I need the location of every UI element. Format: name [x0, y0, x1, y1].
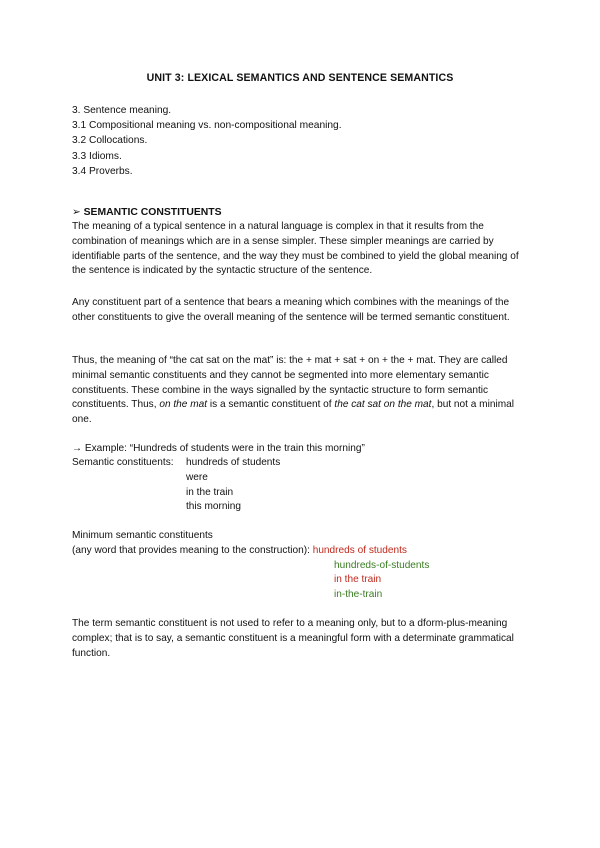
section-heading: [72, 206, 222, 218]
table-of-contents: [72, 103, 342, 179]
italic-phrase: on the mat: [159, 399, 208, 411]
constituent-item: were: [186, 471, 208, 483]
constituent-item: hundreds of students: [186, 457, 281, 468]
arrow-bullet-icon: ➢: [72, 207, 81, 218]
italic-phrase: the cat sat on the mat: [334, 399, 432, 411]
minimum-note: (any word that provides meaning to the construction):: [72, 544, 310, 556]
toc-item: 3.2 Collocations.: [72, 135, 148, 147]
paragraph-text: , but not a minimal one.: [72, 399, 514, 426]
toc-item: 3.3 Idioms.: [72, 150, 122, 162]
paragraph-composition: The meaning of a typical sentence in a natural language is complex in that it results from the combination of meanings which are in a sense simpler. These simpler meanings are carried by identifiable parts of the sentence, and the way they must be combined to yield the global meaning of the sentence is indicated by the syntactic structure of the sentence.: [72, 221, 519, 277]
example-line: → Example: “Hundreds of students were in the train this morning”: [72, 443, 365, 454]
minimum-constituents: [72, 529, 429, 603]
toc-item: 3.1 Compositional meaning vs. non-compositional meaning.: [72, 120, 342, 132]
toc-item: 3. Sentence meaning.: [72, 105, 172, 116]
toc-item: 3.4 Proverbs.: [72, 165, 133, 177]
paragraph-form-meaning: The term semantic constituent is not used to refer to a meaning only, but to a dform-plus-meaning complex; that is to say, a semantic constituent is a meaningful form with a determinate grammatical function.: [72, 618, 514, 659]
minimum-item: in the train: [334, 574, 382, 586]
constituent-item: this morning: [186, 501, 241, 513]
constituent-item: in the train: [186, 486, 234, 498]
minimum-heading: Minimum semantic constituents: [72, 530, 213, 541]
paragraph-text: is a semantic constituent of: [207, 399, 335, 411]
minimum-item: hundreds of students: [312, 544, 407, 556]
paragraph-text: Thus, the meaning of “the cat sat on the mat” is: the + mat + sat + on + the + mat. They are called minimal semantic constituents and they cannot be segmented into more elementary semantic constituents. These combine in the ways signalled by the syntactic structure to form semantic constituents. Thus,: [72, 355, 508, 411]
paragraph-cat-example: [72, 354, 532, 428]
minimum-item: in-the-train: [334, 589, 383, 601]
paragraph-definition: Any constituent part of a sentence that bears a meaning which combines with the meanings of the other constituents to give the overall meaning of the sentence will be termed semantic constituent.: [72, 297, 510, 323]
minimum-item: hundreds-of-students: [334, 559, 430, 571]
semantic-constituents-list: [72, 456, 280, 515]
section-heading-text: SEMANTIC CONSTITUENTS: [83, 207, 222, 218]
constituents-label: Semantic constituents:: [72, 457, 174, 468]
page-title: UNIT 3: LEXICAL SEMANTICS AND SENTENCE SEMANTICS: [146, 72, 454, 84]
